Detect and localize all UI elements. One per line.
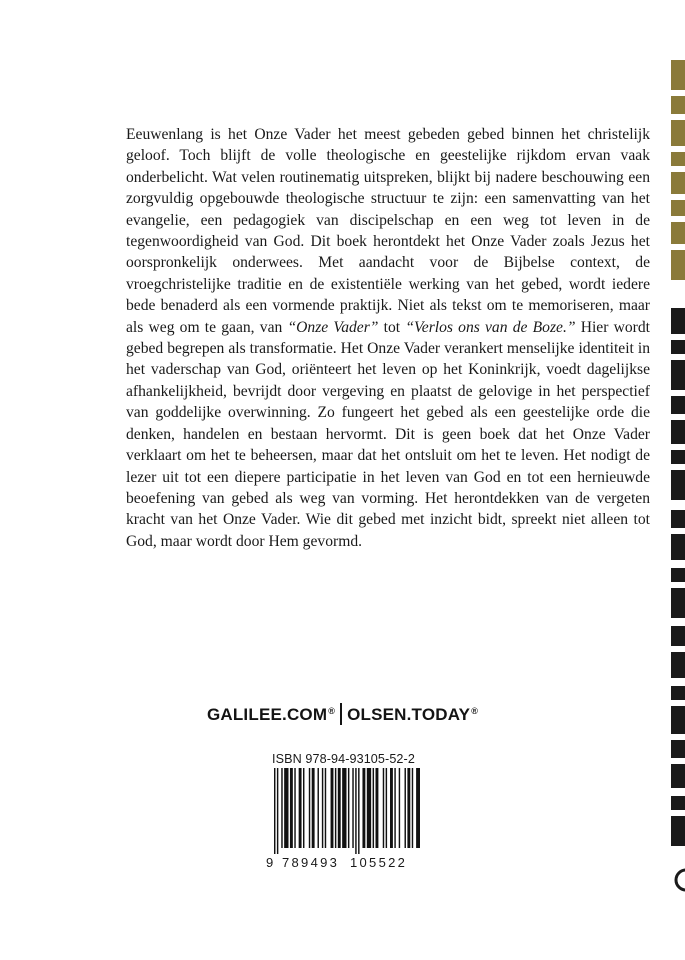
barcode-bar xyxy=(274,768,275,854)
publisher-separator xyxy=(340,703,342,725)
spine-letter-fragment xyxy=(671,450,685,464)
spine-letter-fragment xyxy=(671,706,685,734)
barcode-bar xyxy=(386,768,387,848)
barcode-bar xyxy=(338,768,341,848)
publisher-olsen: OLSEN.TODAY xyxy=(347,705,471,724)
barcode-bar xyxy=(312,768,315,848)
back-cover-blurb xyxy=(126,124,650,552)
spine-letter-fragment xyxy=(671,740,685,758)
spine-letter-fragment xyxy=(671,60,685,90)
blurb-text-mid: tot xyxy=(378,318,406,336)
spine-letter-fragment xyxy=(671,172,685,194)
barcode-bar xyxy=(309,768,310,848)
barcode-bar xyxy=(376,768,379,848)
spine-letter-fragment xyxy=(671,420,685,444)
barcode-bar xyxy=(362,768,365,848)
barcode-bar xyxy=(281,768,282,848)
spine-letter-fragment xyxy=(671,250,685,280)
isbn-label: ISBN 978-94-93105-52-2 xyxy=(272,752,415,766)
blurb-quote-2: “Verlos ons van de Boze.” xyxy=(405,318,576,336)
spine-letter-fragment xyxy=(671,308,685,334)
spine-letter-fragment xyxy=(671,816,685,846)
barcode-bar xyxy=(355,768,356,854)
barcode-bar xyxy=(318,768,319,848)
spine-letter-fragment xyxy=(671,534,685,560)
barcode-graphic xyxy=(264,768,420,854)
barcode-bar xyxy=(299,768,302,848)
barcode-bar xyxy=(367,768,371,848)
spine-letter-fragment xyxy=(671,568,685,582)
spine-letter-fragment xyxy=(671,152,685,166)
spine-letter-fragment xyxy=(671,120,685,146)
barcode-bar xyxy=(277,768,278,854)
spine-logo-circle xyxy=(676,870,685,890)
registered-mark-2: ® xyxy=(471,706,479,716)
spine-letter-fragment xyxy=(671,626,685,646)
barcode-bar xyxy=(331,768,334,848)
barcode-bar xyxy=(335,768,336,848)
barcode-group-2: 105522 xyxy=(350,855,408,870)
barcode-bar xyxy=(405,768,406,848)
spine-letter-fragment xyxy=(671,340,685,354)
barcode-bar xyxy=(348,768,349,848)
spine-letter-fragment xyxy=(671,796,685,810)
barcode-bar xyxy=(399,768,400,848)
blurb-text-1: Eeuwenlang is het Onze Vader het meest gebeden gebed binnen het christelijk geloof. Toch blijft de volle theologische en geestelijke rijkdom ervan vaak onderbelicht. Wat velen routinematig uitspreken, blijkt bij nadere beschouwing een zorgvuldig opgebouwde theologische structuur te zijn: een samenvatting van het evangelie, een pedagogiek van discipelschap en een weg tot leven in de tegenwoordigheid van God. Dit boek herontdekt het Onze Vader zoals Jezus het oorspronkelijk onderwees. Met aandacht voor de Bijbelse context, de vroegchristelijke traditie en de existentiële werking van het gebed, wordt iedere bede benaderd als een vormende praktijk. Niet als tekst om te memoriseren, maar als weg om te gaan, van xyxy=(126,126,650,336)
barcode-bar xyxy=(322,768,323,848)
spine-letter-fragment xyxy=(671,360,685,390)
spine-letter-fragment xyxy=(671,686,685,700)
barcode-bar xyxy=(358,768,359,854)
spine-letter-fragment xyxy=(671,652,685,678)
spine-letter-fragment xyxy=(671,396,685,414)
spine-letter-fragment xyxy=(671,510,685,528)
spine-edge-graphic xyxy=(668,40,685,920)
blurb-text-2: Hier wordt gebed begrepen als transformatie. Het Onze Vader verankert menselijke identiteit in het vaderschap van God, oriënteert het leven op het Koninkrijk, voedt dagelijkse afhankelijkheid, bevrijdt door vergeving en plaatst de gelovige in het perspectief van goddelijke overwinning. Zo fungeert het gebed als een geestelijke orde die denken, handelen en bestaan hervormt. Dit is geen boek dat het Onze Vader verklaart om het te beheersen, maar dat het ontsluit om het te leven. Het nodigt de lezer uit tot een diepere participatie in het leven van God en tot een hernieuwde beoefening van gebed als weg van vorming. Het herontdekken van de vergeten kracht van het Onze Vader. Wie dit gebed met inzicht bidt, spreekt niet alleen tot God, maar wordt door Hem gevormd. xyxy=(126,318,650,550)
spine-letter-fragment xyxy=(671,588,685,618)
barcode-bar xyxy=(390,768,393,848)
barcode-first-digit: 9 xyxy=(266,855,274,870)
spine-letter-fragment xyxy=(671,470,685,500)
isbn-barcode-block xyxy=(264,752,420,871)
barcode-bar xyxy=(407,768,410,848)
barcode-bar xyxy=(325,768,326,848)
barcode-bar xyxy=(290,768,293,848)
barcode-bar xyxy=(412,768,413,848)
barcode-bar xyxy=(303,768,304,848)
barcode-bar xyxy=(284,768,288,848)
barcode-bar xyxy=(416,768,420,848)
barcode-bar xyxy=(352,768,353,848)
spine-letter-fragment xyxy=(671,222,685,244)
barcode-digits xyxy=(264,855,420,871)
barcode-bar xyxy=(342,768,346,848)
spine-letter-fragment xyxy=(671,96,685,114)
barcode-bar xyxy=(394,768,395,848)
publisher-galilee: GALILEE.COM xyxy=(206,705,328,724)
registered-mark-1: ® xyxy=(328,706,336,716)
barcode-bar xyxy=(373,768,374,848)
spine-letter-fragment xyxy=(671,200,685,216)
blurb-quote-1: “Onze Vader” xyxy=(287,318,379,336)
barcode-bar xyxy=(383,768,384,848)
publisher-logos xyxy=(0,703,685,725)
barcode-bar xyxy=(294,768,295,848)
spine-letter-fragment xyxy=(671,764,685,788)
barcode-group-1: 789493 xyxy=(282,855,340,870)
